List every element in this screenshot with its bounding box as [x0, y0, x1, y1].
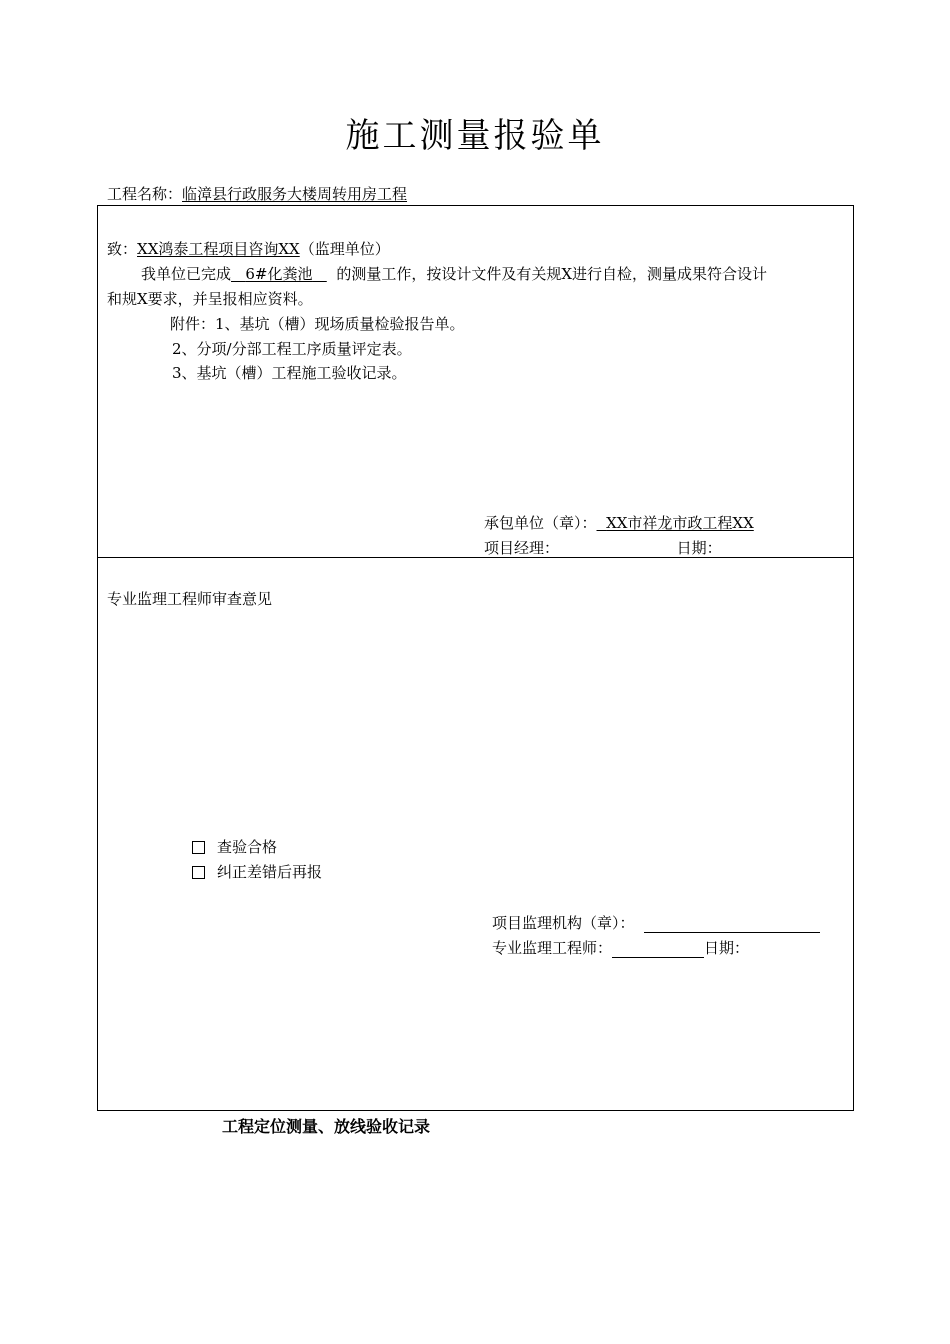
completed-item [231, 265, 327, 283]
project-name-row [107, 183, 407, 204]
line1-prefix: 我单位已完成 [141, 265, 232, 283]
contractor-label: 承包单位（章）： [484, 514, 597, 532]
completed-item-text: 6#化粪池 [245, 265, 313, 283]
correct-label: 纠正差错后再报 [217, 863, 323, 881]
line1-suffix: 的测量工作，按设计文件及有关规X进行自检，测量成果符合设计 [336, 265, 767, 283]
project-name: 临漳县行政服务大楼周转用房工程 [182, 185, 408, 203]
manager-signature-line [559, 543, 667, 558]
date-label: 日期： [676, 539, 722, 557]
review-date-label: 日期： [704, 939, 750, 957]
to-suffix: （监理单位） [299, 240, 390, 258]
report-line-1 [141, 263, 767, 284]
attachment-1: 附件：1、基坑（槽）现场质量检验报告单。 [170, 315, 465, 333]
review-section [97, 557, 854, 1111]
pass-checkbox[interactable] [192, 841, 205, 854]
attachment-3: 3、基坑（槽）工程施工验收记录。 [172, 364, 407, 382]
org-stamp-line [644, 918, 820, 933]
supervisor-name: XX鸿泰工程项目咨询XX [137, 240, 300, 258]
project-label: 工程名称： [107, 185, 183, 203]
contractor-name [597, 514, 754, 532]
org-row [492, 912, 820, 933]
page-title: 施工测量报验单 [345, 116, 605, 156]
attachment-2: 2、分项/分部工程工序质量评定表。 [172, 340, 412, 358]
addressee-row [107, 238, 390, 259]
contractor-row [484, 512, 754, 533]
report-line-2: 和规X要求，并呈报相应资料。 [107, 290, 313, 308]
next-section-title: 工程定位测量、放线验收记录 [222, 1117, 431, 1136]
pass-label: 查验合格 [217, 838, 278, 856]
to-label: 致： [107, 240, 138, 258]
engineer-row [492, 937, 749, 958]
correct-checkbox[interactable] [192, 866, 205, 879]
contractor-name-text: XX市祥龙市政工程XX [606, 514, 754, 532]
manager-label: 项目经理： [484, 539, 560, 557]
option-correct[interactable] [192, 861, 322, 882]
org-label: 项目监理机构（章）： [492, 914, 635, 932]
date-line [722, 543, 822, 558]
manager-row [484, 537, 822, 558]
review-heading: 专业监理工程师审查意见 [107, 590, 273, 608]
engineer-label: 专业监理工程师： [492, 939, 613, 957]
option-pass[interactable] [192, 836, 277, 857]
engineer-signature-line [612, 943, 704, 958]
